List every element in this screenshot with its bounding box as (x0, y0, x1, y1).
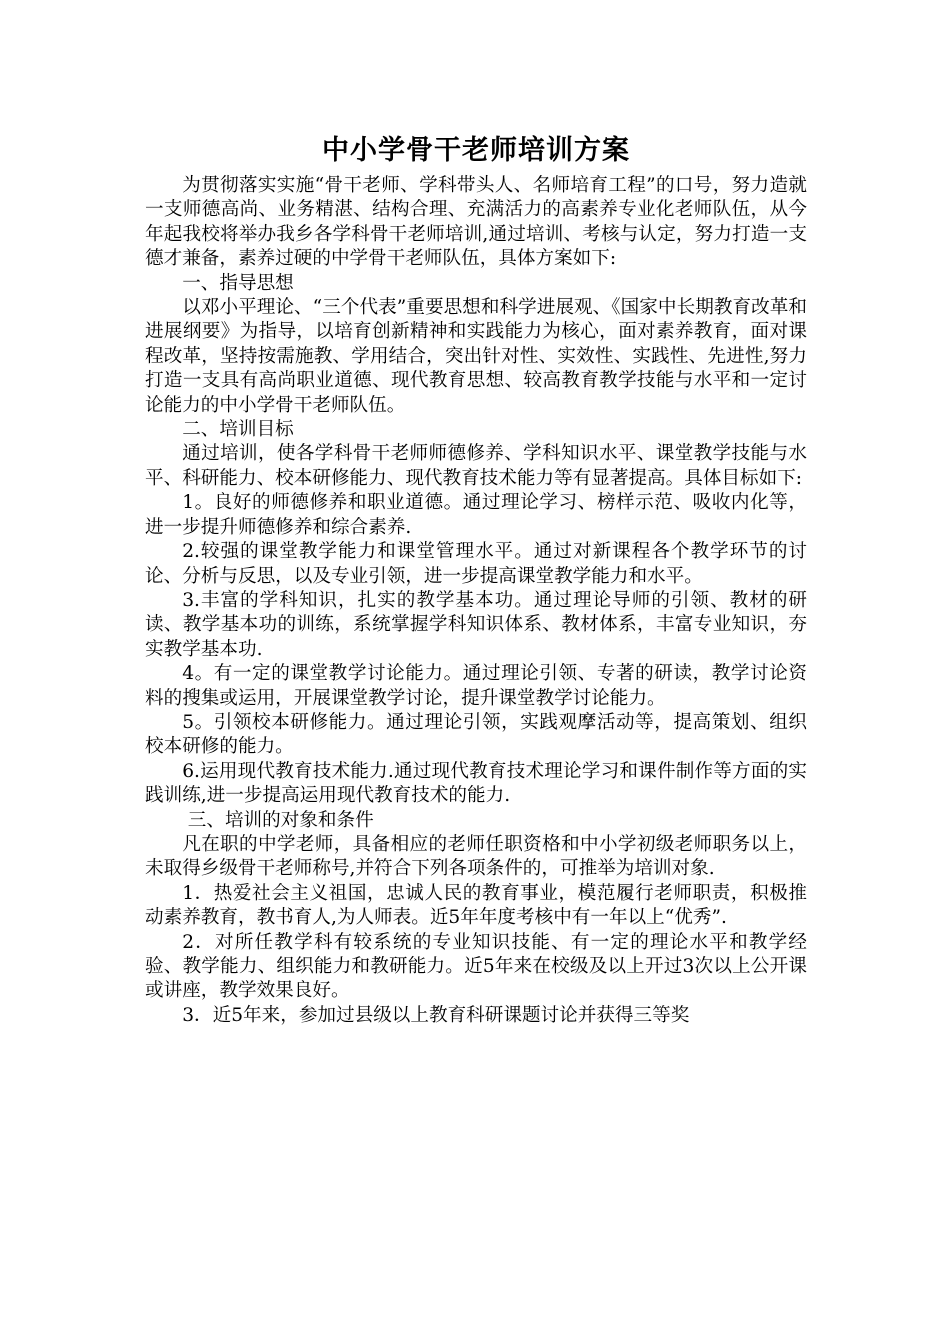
goal-item: 5。引领校本研修能力。通过理论引领，实践观摩活动等，提高策划、组织校本研修的能力。 (145, 711, 807, 758)
condition-item: 3．近5年来，参加过县级以上教育科研课题讨论并获得三等奖 (182, 1004, 690, 1026)
intro-paragraph: 为贯彻落实实施“骨干老师、学科带头人、名师培育工程”的口号，努力造就一支师德高尚、业务精湛、结构合理、充满活力的高素养专业化老师队伍，从今年起我校将举办我乡各学科骨干老师培训,通过培训、考核与认定，努力打造一支德才兼备，素养过硬的中学骨干老师队伍，具体方案如下: (145, 175, 807, 270)
section-heading-guiding-ideology: 一、指导思想 (182, 272, 294, 294)
condition-item: 2．对所任教学科有较系统的专业知识技能、有一定的理论水平和教学经验、教学能力、组织能力和教研能力。近5年来在校级及以上开过3次以上公开课或讲座，教学效果良好。 (145, 931, 807, 1002)
section-heading-training-targets: 三、培训的对象和条件 (187, 809, 374, 831)
condition-item: 1．热爱社会主义祖国，忠诚人民的教育事业，模范履行老师职责，积极推动素养教育，教书育人,为人师表。近5年年度考核中有一年以上“优秀”. (145, 882, 807, 929)
document-page (145, 130, 807, 1028)
section-body-training-goals: 通过培训，使各学科骨干老师师德修养、学科知识水平、课堂教学技能与水平、科研能力、校本研修能力、现代教育技术能力等有显著提高。具体目标如下: (145, 443, 807, 489)
goal-item: 6.运用现代教育技术能力.通过现代教育技术理论学习和课件制作等方面的实践训练,进一步提高运用现代教育技术的能力. (145, 760, 807, 807)
document-title: 中小学骨干老师培训方案 (322, 135, 630, 166)
section-body-guiding-ideology: 以邓小平理论、“三个代表”重要思想和科学进展观、《国家中长期教育改革和进展纲要》为指导，以培育创新精神和实践能力为核心，面对素养教育，面对课程改革，坚持按需施教、学用结合，突出针对性、实效性、实践性、先进性,努力打造一支具有高尚职业道德、现代教育思想、较高教育教学技能与水平和一定讨论能力的中小学骨干老师队伍。 (145, 297, 807, 416)
goal-item: 1。良好的师德修养和职业道德。通过理论学习、榜样示范、吸收内化等，进一步提升师德修养和综合素养. (145, 492, 807, 538)
goal-item: 2.较强的课堂教学能力和课堂管理水平。通过对新课程各个教学环节的讨论、分析与反思，以及专业引领，进一步提高课堂教学能力和水平。 (145, 541, 807, 587)
section-heading-training-goals: 二、培训目标 (182, 419, 294, 441)
goal-item: 3.丰富的学科知识，扎实的教学基本功。通过理论导师的引领、教材的研读、教学基本功的训练，系统掌握学科知识体系、教材体系，丰富专业知识，夯实教学基本功. (145, 589, 807, 660)
section-body-training-targets: 凡在职的中学老师，具备相应的老师任职资格和中小学初级老师职务以上，未取得乡级骨干老师称号,并符合下列各项条件的，可推举为培训对象. (145, 833, 807, 880)
goal-item: 4。有一定的课堂教学讨论能力。通过理论引领、专著的研读，教学讨论资料的搜集或运用，开展课堂教学讨论，提升课堂教学讨论能力。 (145, 663, 807, 709)
